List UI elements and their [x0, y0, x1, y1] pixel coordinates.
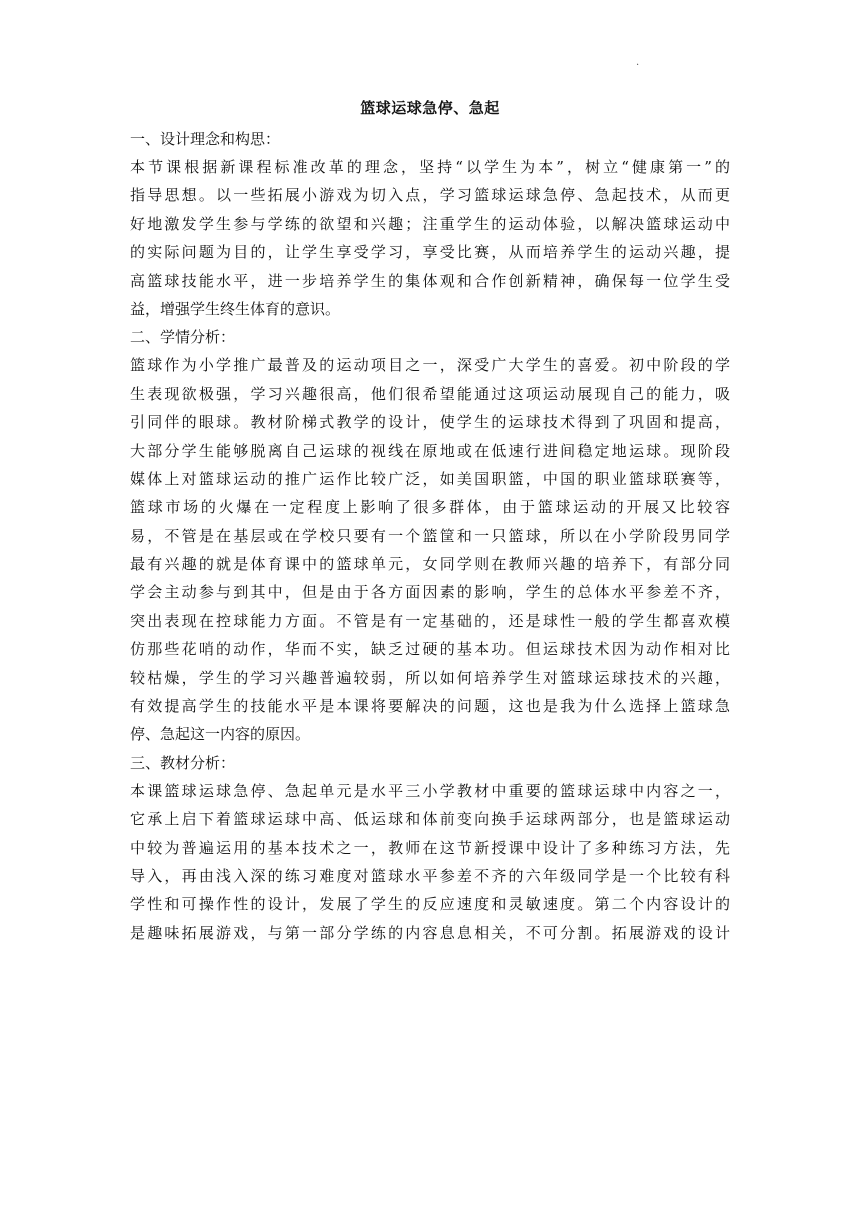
paragraph-line: 本课篮球运球急停、急起单元是水平三小学教材中重要的篮球运球中内容之一，	[130, 781, 730, 800]
document-title: 篮球运球急停、急起	[360, 99, 500, 117]
paragraph-line: 学会主动参与到其中，但是由于各方面因素的影响，学生的总体水平参差不齐，	[130, 583, 730, 602]
paragraph-line: 好地激发学生参与学练的欲望和兴趣；注重学生的运动体验，以解决篮球运动中	[130, 214, 730, 233]
paragraph-line: 易，不管是在基层或在学校只要有一个篮筐和一只篮球，所以在小学阶段男同学	[130, 526, 730, 545]
section-heading: 一、设计理念和构思：	[130, 130, 281, 148]
paragraph-line: 学性和可操作性的设计，发展了学生的反应速度和灵敏速度。第二个内容设计的	[130, 895, 730, 914]
paragraph-line: 高篮球技能水平，进一步培养学生的集体观和合作创新精神，确保每一位学生受	[130, 271, 730, 290]
paragraph-line: 媒体上对篮球运动的推广运作比较广泛，如美国职篮，中国的职业篮球联赛等，	[130, 469, 730, 488]
paragraph-line: 大部分学生能够脱离自己运球的视线在原地或在低速行进间稳定地运球。现阶段	[130, 441, 730, 460]
document-page	[130, 96, 730, 947]
paragraph-line: 益，增强学生终生体育的意识。	[130, 299, 341, 318]
paragraph-line: 有效提高学生的技能水平是本课将要解决的问题，这也是我为什么选择上篮球急	[130, 697, 730, 716]
paragraph-line: 篮球作为小学推广最普及的运动项目之一，深受广大学生的喜爱。初中阶段的学	[130, 356, 730, 375]
section-heading: 二、学情分析：	[130, 328, 236, 347]
paragraph-line: 突出表现在控球能力方面。不管是有一定基础的，还是球性一般的学生都喜欢模	[130, 611, 730, 630]
paragraph-line: 是趣味拓展游戏，与第一部分学练的内容息息相关，不可分割。拓展游戏的设计	[130, 923, 730, 942]
paragraph-line: 本节课根据新课程标准改革的理念，坚持“以学生为本”，树立“健康第一”的	[130, 158, 730, 176]
paragraph-line: 仿那些花哨的动作，华而不实，缺乏过硬的基本功。但运球技术因为动作相对比	[130, 640, 730, 659]
paragraph-line: 引同伴的眼球。教材阶梯式教学的设计，使学生的运球技术得到了巩固和提高，	[130, 413, 730, 432]
paragraph-line: 停、急起这一内容的原因。	[130, 725, 311, 744]
paragraph-line: 中较为普遍运用的基本技术之一，教师在这节新授课中设计了多种练习方法，先	[130, 838, 730, 857]
paragraph-line: 指导思想。以一些拓展小游戏为切入点，学习篮球运球急停、急起技术，从而更	[130, 186, 730, 205]
paragraph-line: 的实际问题为目的，让学生享受学习，享受比赛，从而培养学生的运动兴趣，提	[130, 243, 730, 262]
paragraph-line: 较枯燥，学生的学习兴趣普遍较弱，所以如何培养学生对篮球运球技术的兴趣，	[130, 668, 730, 687]
paragraph-line: 生表现欲极强，学习兴趣很高，他们很希望能通过这项运动展现自己的能力，吸	[130, 384, 730, 403]
paragraph-line: 最有兴趣的就是体育课中的篮球单元，女同学则在教师兴趣的培养下，有部分同	[130, 555, 730, 574]
paragraph-line: 导入，再由浅入深的练习难度对篮球水平参差不齐的六年级同学是一个比较有科	[130, 866, 730, 885]
section-heading: 三、教材分析：	[130, 753, 236, 772]
paragraph-line: 篮球市场的火爆在一定程度上影响了很多群体，由于篮球运动的开展又比较容	[130, 498, 730, 517]
header-dot: .	[636, 57, 640, 68]
paragraph-line: 它承上启下着篮球运球中高、低运球和体前变向换手运球两部分，也是篮球运动	[130, 810, 730, 829]
section-textbook-analysis	[130, 749, 730, 947]
section-student-analysis	[130, 323, 730, 748]
section-design-concept	[130, 125, 730, 323]
